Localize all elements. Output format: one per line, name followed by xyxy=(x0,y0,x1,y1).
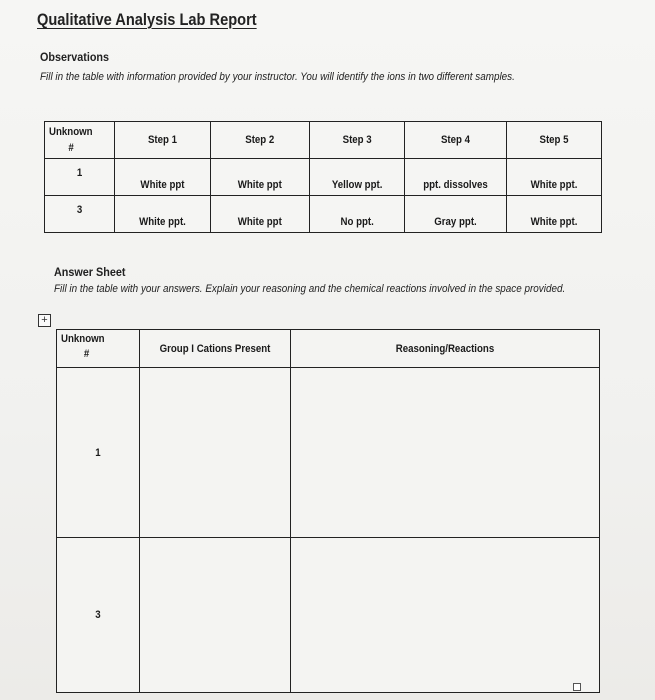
reasoning-answer-cell[interactable] xyxy=(291,538,600,693)
unknown-header xyxy=(45,122,115,159)
reasoning-header: Reasoning/Reactions xyxy=(291,330,600,368)
unknown-header-hash: # xyxy=(68,142,74,154)
observations-heading: Observations xyxy=(40,50,110,64)
unknown-number: 3 xyxy=(57,538,140,693)
table-cell: White ppt. xyxy=(115,196,211,233)
observations-instructions: Fill in the table with information provided by your instructor. You will identify the ions in two different samples. xyxy=(40,71,515,83)
table-cell: White ppt xyxy=(211,159,310,196)
table-row xyxy=(57,368,600,538)
cations-header: Group I Cations Present xyxy=(140,330,291,368)
step-header: Step 1 xyxy=(115,122,211,159)
answer-header-row xyxy=(57,330,600,368)
step-header: Step 2 xyxy=(211,122,310,159)
observations-table xyxy=(44,121,602,233)
unknown-number: 1 xyxy=(45,159,115,196)
reasoning-answer-cell[interactable] xyxy=(291,368,600,538)
answer-sheet-heading: Answer Sheet xyxy=(54,265,126,279)
page-title: Qualitative Analysis Lab Report xyxy=(37,10,257,29)
step-header: Step 5 xyxy=(506,122,601,159)
unknown-number: 3 xyxy=(45,196,115,233)
unknown-header-label: Unknown xyxy=(49,126,93,138)
table-resize-handle[interactable] xyxy=(573,683,581,691)
table-cell: White ppt xyxy=(211,196,310,233)
observations-header-row xyxy=(45,122,602,159)
table-cell: Gray ppt. xyxy=(404,196,506,233)
table-cell: White ppt. xyxy=(506,196,601,233)
answer-sheet-instructions: Fill in the table with your answers. Explain your reasoning and the chemical reactions involved in the space provided. xyxy=(54,283,566,295)
table-cell: Yellow ppt. xyxy=(309,159,404,196)
unknown-header: Unknown # xyxy=(57,330,140,368)
table-cell: White ppt xyxy=(115,159,211,196)
step-header: Step 3 xyxy=(309,122,404,159)
table-row xyxy=(57,538,600,693)
answer-table xyxy=(56,329,600,693)
cations-answer-cell[interactable] xyxy=(140,368,291,538)
unknown-number: 1 xyxy=(57,368,140,538)
table-move-handle-icon[interactable]: + xyxy=(38,314,51,327)
cations-answer-cell[interactable] xyxy=(140,538,291,693)
table-cell: ppt. dissolves xyxy=(404,159,506,196)
table-cell: White ppt. xyxy=(506,159,601,196)
table-row xyxy=(45,196,602,233)
step-header: Step 4 xyxy=(404,122,506,159)
table-cell: No ppt. xyxy=(309,196,404,233)
table-row xyxy=(45,159,602,196)
